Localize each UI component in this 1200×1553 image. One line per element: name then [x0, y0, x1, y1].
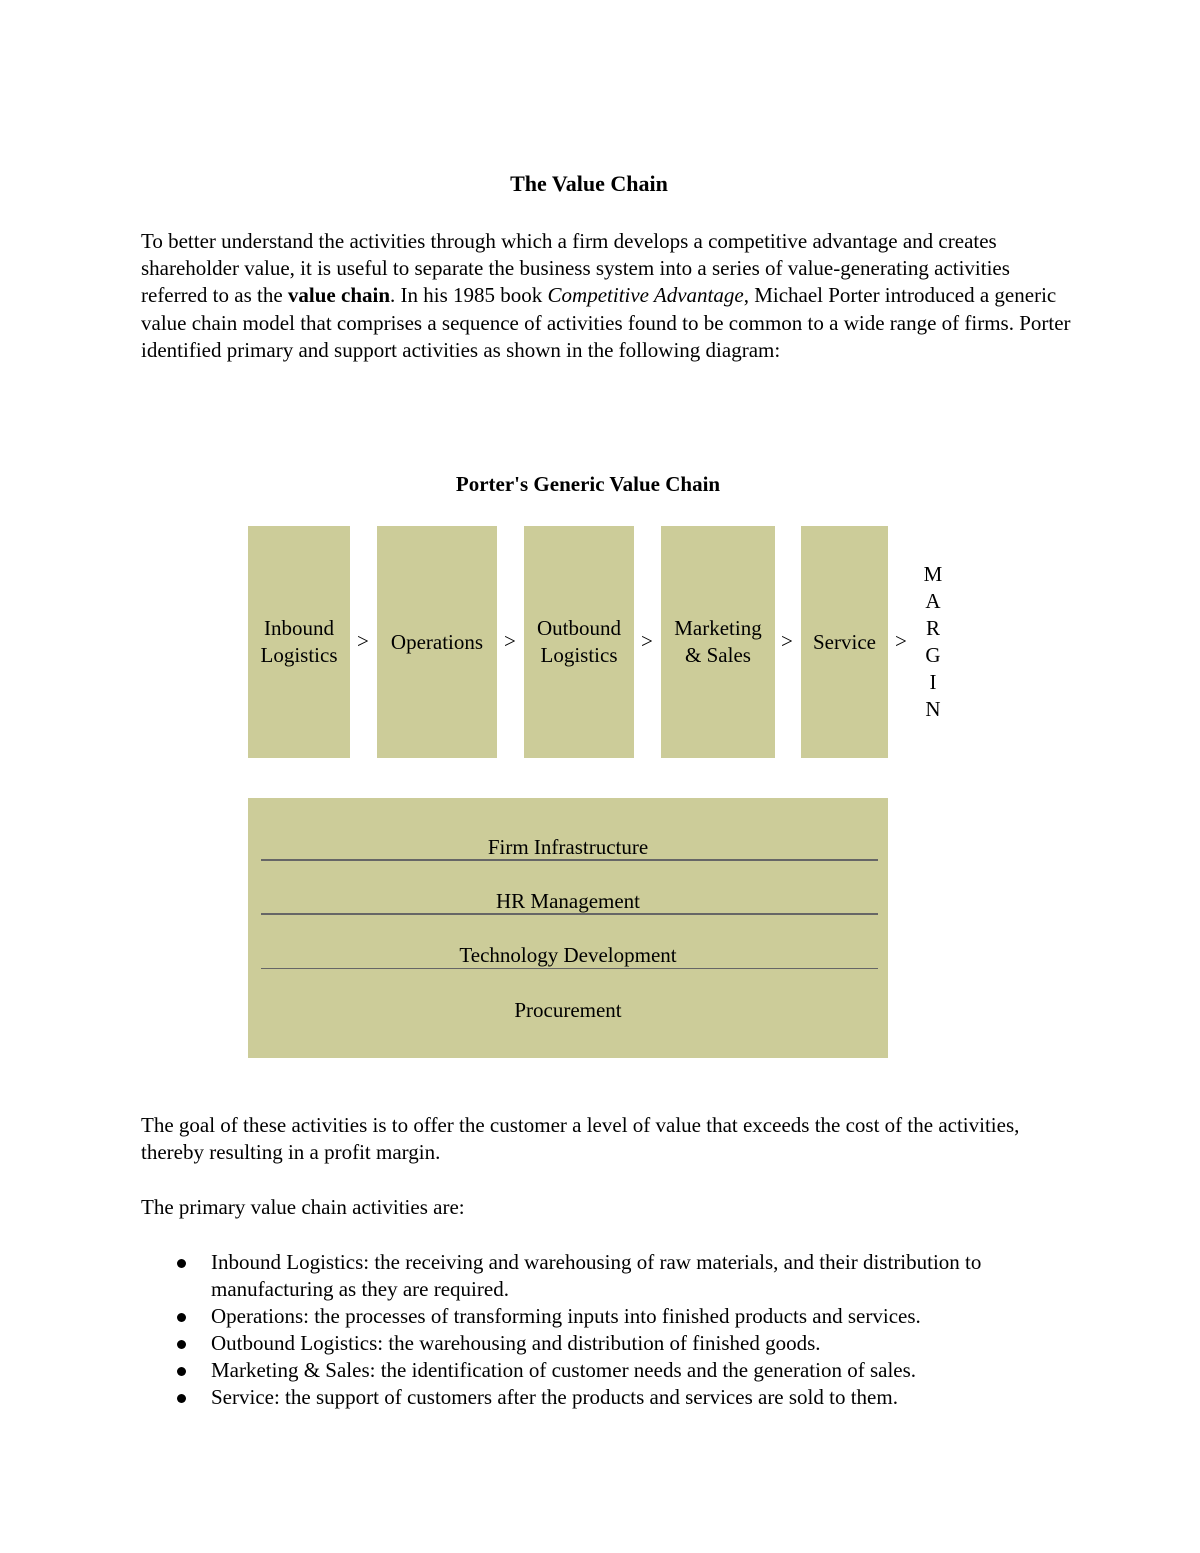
list-item [141, 1303, 1071, 1330]
primary-activity-outbound-logistics [524, 526, 634, 758]
intro-book-title: Competitive Advantage [547, 283, 744, 308]
support-activity-procurement: Procurement [514, 998, 622, 1022]
intro-paragraph [141, 228, 1071, 364]
arrow: > [357, 629, 369, 653]
margin-letter: A [925, 589, 941, 613]
support-activity-firm-infrastructure: Firm Infrastructure [487, 835, 649, 859]
intro-bold-term: value chain [287, 283, 391, 308]
primary-activity-inbound-logistics [248, 526, 350, 758]
arrow: > [781, 629, 793, 653]
support-activity-hr-management: HR Management [495, 889, 641, 913]
primary-activity-label: Operations [390, 629, 484, 654]
margin-letter: G [925, 643, 941, 667]
margin-letter: R [925, 616, 940, 640]
support-activities-box [248, 798, 888, 1058]
margin-letter: I [929, 670, 937, 694]
support-activity-technology-development: Technology Development [459, 943, 677, 967]
primary-activity-service [801, 526, 888, 758]
intro-text-1: To better understand the activities through which a firm develops a competitive advantage and creates shareholder value, it is useful to separate the business system into a series of value-generating activities referred to as the [141, 229, 1010, 308]
primary-activity-marketing-sales [661, 526, 775, 758]
bullet-icon [177, 1313, 186, 1322]
list-item-text: Operations: the processes of transforming inputs into finished products and services. [211, 1304, 921, 1328]
primary-activity-label: Marketing & Sales [674, 616, 762, 667]
list-item [141, 1330, 1071, 1357]
intro-text-2: . In his 1985 book [390, 283, 548, 308]
list-item-text: Marketing & Sales: the identification of customer needs and the generation of sales. [211, 1358, 917, 1382]
arrow: > [895, 629, 907, 653]
list-item [141, 1384, 1071, 1411]
list-item-text: Service: the support of customers after the products and services are sold to them. [211, 1385, 898, 1409]
divider [261, 913, 878, 915]
arrow: > [641, 629, 653, 653]
margin-letter: N [925, 697, 941, 721]
arrow: > [504, 629, 516, 653]
margin-label [918, 561, 948, 723]
intro-text-3: , Michael Porter introduced a generic value chain model that comprises a sequence of activities found to be common to a wide range of firms. Porter identified primary and support activities as shown in the following diagram: [141, 283, 1071, 362]
bullet-icon [177, 1367, 186, 1376]
list-item-text: Inbound Logistics: the receiving and warehousing of raw materials, and their distribution to manufacturing as they are required. [211, 1250, 982, 1301]
bullet-icon [177, 1259, 186, 1268]
bullet-icon [177, 1394, 186, 1403]
primary-activity-label: Inbound Logistics [260, 616, 338, 667]
page-title: The Value Chain [510, 171, 668, 196]
diagram-title: Porter's Generic Value Chain [455, 472, 721, 496]
list-item [141, 1249, 1071, 1303]
bullet-icon [177, 1340, 186, 1349]
margin-letter: M [923, 562, 943, 586]
primary-activity-operations [377, 526, 497, 758]
primary-activity-label: Service [813, 629, 876, 654]
divider [261, 859, 878, 861]
primary-activity-label: Outbound Logistics [537, 616, 621, 667]
primary-activities-list [141, 1249, 1071, 1411]
goal-paragraph: The goal of these activities is to offer the customer a level of value that exceeds the cost of the activities, thereby resulting in a profit margin. [141, 1113, 1020, 1164]
list-item [141, 1357, 1071, 1384]
primary-intro: The primary value chain activities are: [141, 1195, 465, 1219]
divider [261, 968, 878, 969]
list-item-text: Outbound Logistics: the warehousing and distribution of finished goods. [211, 1331, 821, 1355]
